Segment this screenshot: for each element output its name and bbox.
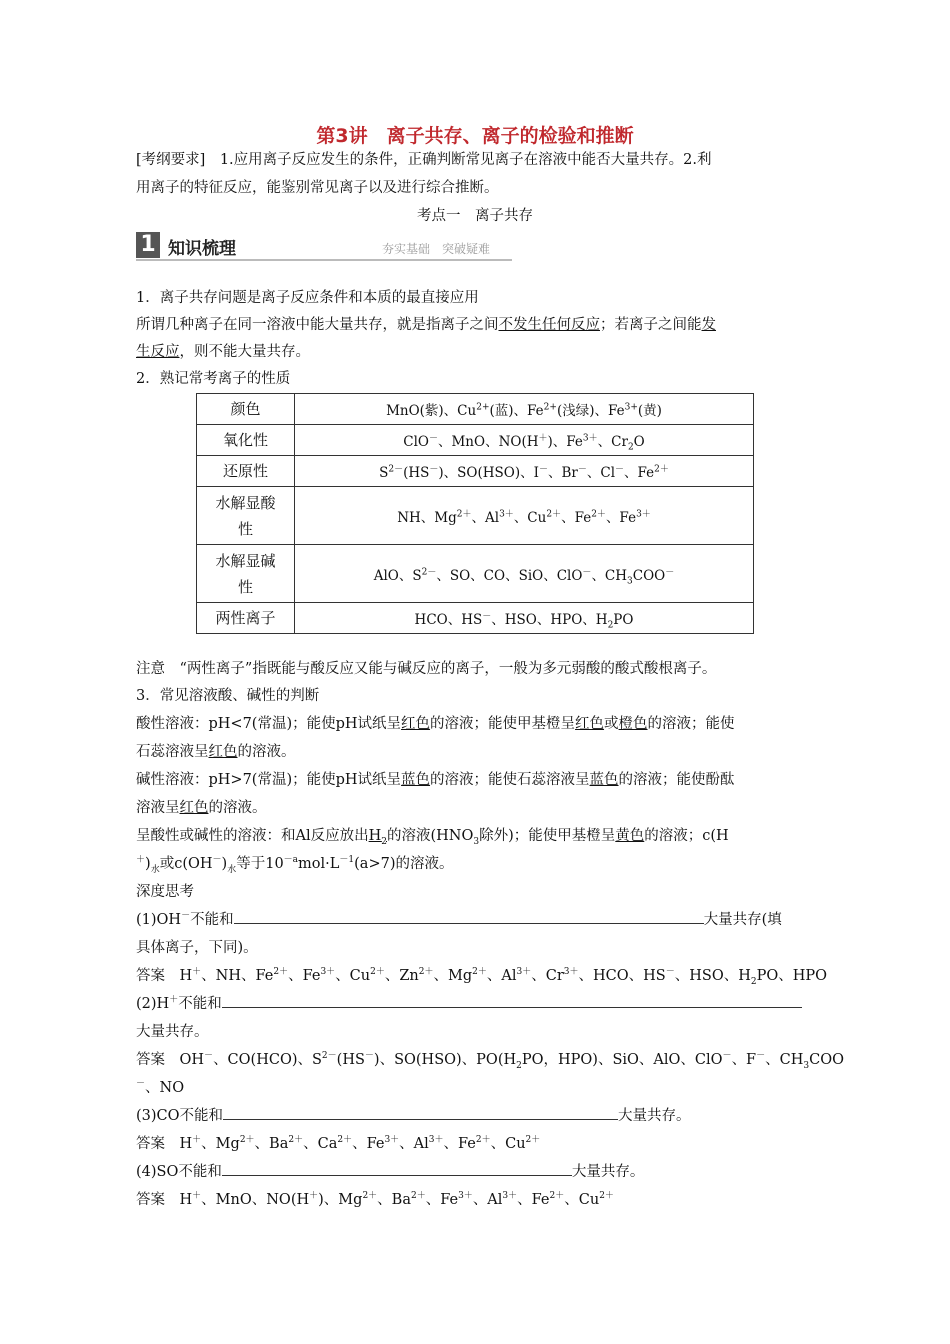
point-1-text: 所谓几种离子在同一溶液中能大量共存，就是指离子之间不发生任何反应；若离子之间能发	[136, 317, 716, 333]
banner-label: 知识梳理	[168, 239, 236, 259]
answer-blank[interactable]	[223, 1105, 618, 1120]
banner-number: 1	[136, 232, 160, 258]
table-key: 水解显碱 性	[197, 545, 295, 603]
answer-4: 答案 H＋、MnO、NO(H＋)、$Mg^{2+}$、$Ba^{2+}$、$Fe^{3+}$、$Al^{3+}$、$Fe^{2+}$、$Cu^{2+}$	[136, 1191, 614, 1208]
base-line-1: 碱性溶液：pH>7(常温)；能使pH试纸呈蓝色的溶液；能使石蕊溶液呈蓝色的溶液；能使酚酞	[136, 772, 735, 788]
point-1-text-2: 生反应，则不能大量共存。	[136, 344, 310, 360]
table-key: 两性离子	[197, 603, 295, 634]
banner-rule	[136, 259, 512, 261]
answer-1: 答案 H＋、NH、$Fe^{2+}$、$Fe^{3+}$、$Cu^{2+}$、$Zn^{2+}$、$Mg^{2+}$、$Al^{3+}$、$Cr^{3+}$、HCO、HS－、HSO、$H_2PO$、HPO	[136, 967, 828, 987]
table-key: 还原性	[197, 456, 295, 487]
answer-blank[interactable]	[222, 1161, 572, 1176]
section-heading: 考点一 离子共存	[417, 208, 533, 224]
intro-line-2: 用离子的特征反应，能鉴别常见离子以及进行综合推断。	[136, 180, 499, 196]
either-line-2: $^+)_水$或$c(OH^-)_水$等于$10^{-a}mol\cdot L^{-1}(a>7)$的溶液。	[136, 855, 454, 875]
base-line-2: 溶液呈红色的溶液。	[136, 800, 267, 816]
table-row	[197, 545, 754, 603]
table-row	[197, 425, 754, 456]
banner-subtitle: 夯实基础 突破疑难	[382, 242, 491, 256]
answer-2: 答案 OH－、CO(HCO)、$S^{2-}(HS^-)$、SO(HSO)、$PO(H_2PO$，HPO)、SiO、AlO、ClO－、F－、$CH_3COO$	[136, 1051, 844, 1071]
deep-thinking-heading: 深度思考	[136, 884, 194, 900]
table-row	[197, 456, 754, 487]
either-line-1: 呈酸性或碱性的溶液：和Al反应放出$H_2$的溶液($HNO_3$除外)；能使甲基橙呈黄色的溶液；c(H	[136, 828, 729, 847]
question-4: (4)SO不能和 大量共存。	[136, 1160, 816, 1181]
answer-2-cont: －、NO	[136, 1079, 185, 1096]
acid-line-2: 石蕊溶液呈红色的溶液。	[136, 744, 296, 760]
intro-line-1: [考纲要求] 1.应用离子反应发生的条件，正确判断常见离子在溶液中能否大量共存。2.利	[136, 152, 712, 168]
knowledge-banner	[136, 232, 512, 260]
table-value: HCO、HS－、HSO、HPO、$H_2PO$	[295, 603, 754, 634]
question-2-cont: 大量共存。	[136, 1024, 209, 1040]
table-key: 氧化性	[197, 425, 295, 456]
answer-3: 答案 H＋、$Mg^{2+}$、$Ba^{2+}$、$Ca^{2+}$、$Fe^{3+}$、$Al^{3+}$、$Fe^{2+}$、$Cu^{2+}$	[136, 1135, 541, 1152]
table-key: 水解显酸 性	[197, 487, 295, 545]
table-value: MnO(紫)、$Cu^{2+}$(蓝)、$Fe^{2+}$(浅绿)、$Fe^{3+}$(黄)	[295, 394, 754, 425]
point-1-heading: 1．离子共存问题是离子反应条件和本质的最直接应用	[136, 290, 479, 306]
page-title: 第3讲 离子共存、离子的检验和推断	[316, 125, 634, 147]
ion-properties-table	[196, 393, 754, 634]
table-value: ClO－、MnO、NO(H＋)、$Fe^{3+}$、$Cr_2O$	[295, 425, 754, 456]
question-1-cont: 具体离子，下同)。	[136, 940, 258, 956]
table-key: 颜色	[197, 394, 295, 425]
table-value: $S^{2-}(HS^-)$、SO(HSO)、I－、Br－、Cl－、$Fe^{2+}$	[295, 456, 754, 487]
question-1: (1)OH－不能和 大量共存(填	[136, 908, 816, 929]
table-row	[197, 394, 754, 425]
question-3: (3)CO不能和 大量共存。	[136, 1104, 816, 1125]
table-row	[197, 487, 754, 545]
point-2-heading: 2．熟记常考离子的性质	[136, 371, 291, 387]
table-value: NH、$Mg^{2+}$、$Al^{3+}$、$Cu^{2+}$、$Fe^{2+}$、$Fe^{3+}$	[295, 487, 754, 545]
answer-blank[interactable]	[222, 993, 802, 1008]
note-text: 注意 “两性离子”指既能与酸反应又能与碱反应的离子，一般为多元弱酸的酸式酸根离子。	[136, 661, 717, 677]
question-2: (2)H＋不能和	[136, 992, 816, 1013]
acid-line-1: 酸性溶液：pH<7(常温)；能使pH试纸呈红色的溶液；能使甲基橙呈红色或橙色的溶液；能使	[136, 716, 735, 732]
point-3-heading: 3．常见溶液酸、碱性的判断	[136, 688, 320, 704]
table-value: AlO、$S^{2-}$、SO、CO、SiO、ClO－、$CH_3COO^-$	[295, 545, 754, 603]
answer-blank[interactable]	[234, 909, 704, 924]
table-row	[197, 603, 754, 634]
